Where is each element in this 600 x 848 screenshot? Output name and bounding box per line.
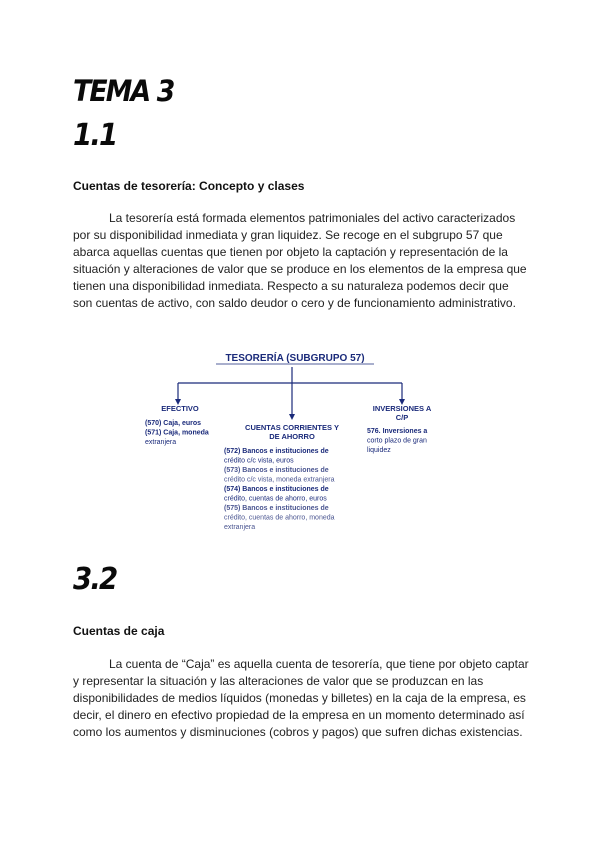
branch-line-cuentas-corrientes: extranjera [224,524,256,531]
branch-heading-cuentas-corrientes: CUENTAS CORRIENTES Y [245,423,339,432]
branch-line-inversiones: liquidez [367,447,391,454]
branch-line-cuentas-corrientes: (575) Bancos e instituciones de [224,505,329,512]
branch-heading-inversiones: C/P [395,413,409,422]
branch-line-inversiones: corto plazo de gran [367,437,427,445]
branch-line-cuentas-corrientes: crédito c/c vista, moneda extranjera [224,476,335,484]
branch-heading-efectivo: EFECTIVO [161,404,199,413]
section2-subtitle: Cuentas de caja [73,624,165,638]
branch-line-cuentas-corrientes: (573) Bancos e instituciones de [224,467,329,474]
topic-heading: TEMA 3 [73,74,174,108]
branch-line-cuentas-corrientes: crédito, cuentas de ahorro, euros [224,495,327,503]
branch-line-cuentas-corrientes: crédito, cuentas de ahorro, moneda [224,514,335,522]
branch-line-cuentas-corrientes: crédito c/c vista, euros [224,457,294,465]
diagram-connectors [178,367,402,415]
section2-paragraph: La cuenta de “Caja” es aquella cuenta de tesorería, que tiene por objeto captar y representar la situación y las alteraciones de valor que se produzcan en las disponibilidades de medios líquidos (monedas y billetes) en la caja de la empresa, es decir, el dinero en efectivo propiedad de la empresa en un momento determinado así como los aumentos y disminuciones (cobros y pagos) que sufren dichas existencias. [73,657,529,739]
branch-line-efectivo: extranjera [145,439,177,446]
branch-line-cuentas-corrientes: (574) Bancos e instituciones de [224,486,329,493]
branch-line-inversiones: 576. Inversiones a [367,428,428,435]
section-number-1-1: 1.1 [73,118,117,153]
diagram-branches [145,404,432,531]
branch-heading-inversiones: INVERSIONES A [372,404,432,413]
branch-line-cuentas-corrientes: (572) Bancos e instituciones de [224,448,329,455]
treasury-diagram [140,345,450,540]
branch-heading-cuentas-corrientes: DE AHORRO [269,432,315,441]
diagram-title: TESORERÍA (SUBGRUPO 57) [225,353,365,364]
branch-line-efectivo: (570) Caja, euros [145,420,202,427]
section-number-3-2: 3.2 [73,562,117,597]
section1-subtitle: Cuentas de tesorería: Concepto y clases [73,179,305,193]
diagram-arrowheads [175,399,405,420]
branch-line-efectivo: (571) Caja, moneda [145,429,209,437]
section1-paragraph: La tesorería está formada elementos patrimoniales del activo caracterizados por su disponibilidad inmediata y gran liquidez. Se recoge en el subgrupo 57 que abarca aquellas cuentas que tienen por objeto la captación y representación de la situación y alteraciones de valor que se produce en los elementos de la empresa que tienen una disponibilidad inmediata. Respecto a su naturaleza podemos decir que son cuentas de activo, con saldo deudor o cero y de funcionamiento administrativo. [73,211,527,310]
